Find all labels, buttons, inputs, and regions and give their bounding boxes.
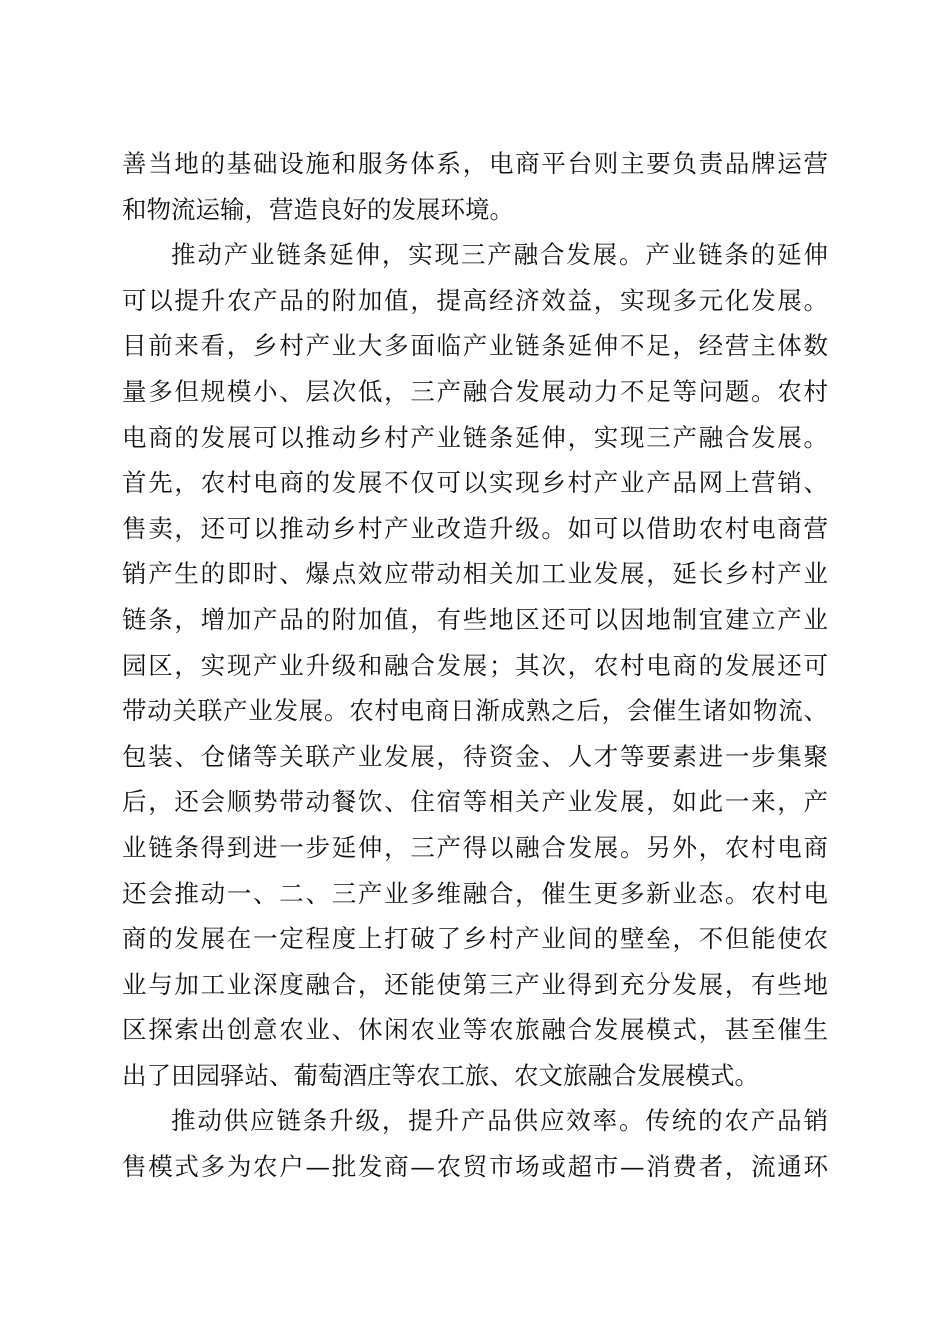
text-line: 出了田园驿站、葡萄酒庄等农工旅、农文旅融合发展模式。 bbox=[122, 1060, 759, 1090]
text-line: 可以提升农产品的附加值，提高经济效益，实现多元化发展。 bbox=[122, 285, 828, 315]
paragraph-supply-chain bbox=[122, 1098, 828, 1189]
text-line: 业链条得到进一步延伸，三产得以融合发展。另外，农村电商 bbox=[122, 832, 828, 862]
text-line: 区探索出创意农业、休闲农业等农旅融合发展模式，甚至催生 bbox=[122, 1015, 828, 1045]
body-text bbox=[122, 141, 828, 1190]
text-line: 首先，农村电商的发展不仅可以实现乡村产业产品网上营销、 bbox=[122, 468, 828, 498]
text-line: 业与加工业深度融合，还能使第三产业得到充分发展，有些地 bbox=[122, 969, 828, 999]
text-line: 售模式多为农户—批发商—农贸市场或超市—消费者，流通环 bbox=[122, 1152, 828, 1182]
text-line: 售卖，还可以推动乡村产业改造升级。如可以借助农村电商营 bbox=[122, 513, 828, 543]
text-line: 销产生的即时、爆点效应带动相关加工业发展，延长乡村产业 bbox=[122, 559, 828, 589]
text-line: 电商的发展可以推动乡村产业链条延伸，实现三产融合发展。 bbox=[122, 422, 828, 452]
text-line: 推动供应链条升级，提升产品供应效率。传统的农产品销 bbox=[171, 1106, 828, 1136]
text-line: 带动关联产业发展。农村电商日渐成熟之后，会催生诸如物流、 bbox=[122, 696, 828, 726]
text-line: 还会推动一、二、三产业多维融合，催生更多新业态。农村电 bbox=[122, 878, 828, 908]
text-line: 推动产业链条延伸，实现三产融合发展。产业链条的延伸 bbox=[171, 240, 828, 270]
paragraph-infrastructure bbox=[122, 141, 828, 232]
text-line: 园区，实现产业升级和融合发展；其次，农村电商的发展还可 bbox=[122, 650, 828, 680]
text-line: 商的发展在一定程度上打破了乡村产业间的壁垒，不但能使农 bbox=[122, 924, 828, 954]
text-line: 后，还会顺势带动餐饮、住宿等相关产业发展，如此一来，产 bbox=[122, 787, 828, 817]
text-line: 善当地的基础设施和服务体系，电商平台则主要负责品牌运营 bbox=[122, 149, 828, 178]
text-line: 和物流运输，营造良好的发展环境。 bbox=[122, 194, 514, 224]
text-line: 包装、仓储等关联产业发展，待资金、人才等要素进一步集聚 bbox=[122, 741, 828, 771]
text-line: 链条，增加产品的附加值，有些地区还可以因地制宜建立产业 bbox=[122, 604, 828, 634]
text-line: 量多但规模小、层次低，三产融合发展动力不足等问题。农村 bbox=[122, 376, 828, 406]
paragraph-industry-chain bbox=[122, 232, 828, 1098]
text-line: 目前来看，乡村产业大多面临产业链条延伸不足，经营主体数 bbox=[122, 331, 828, 361]
